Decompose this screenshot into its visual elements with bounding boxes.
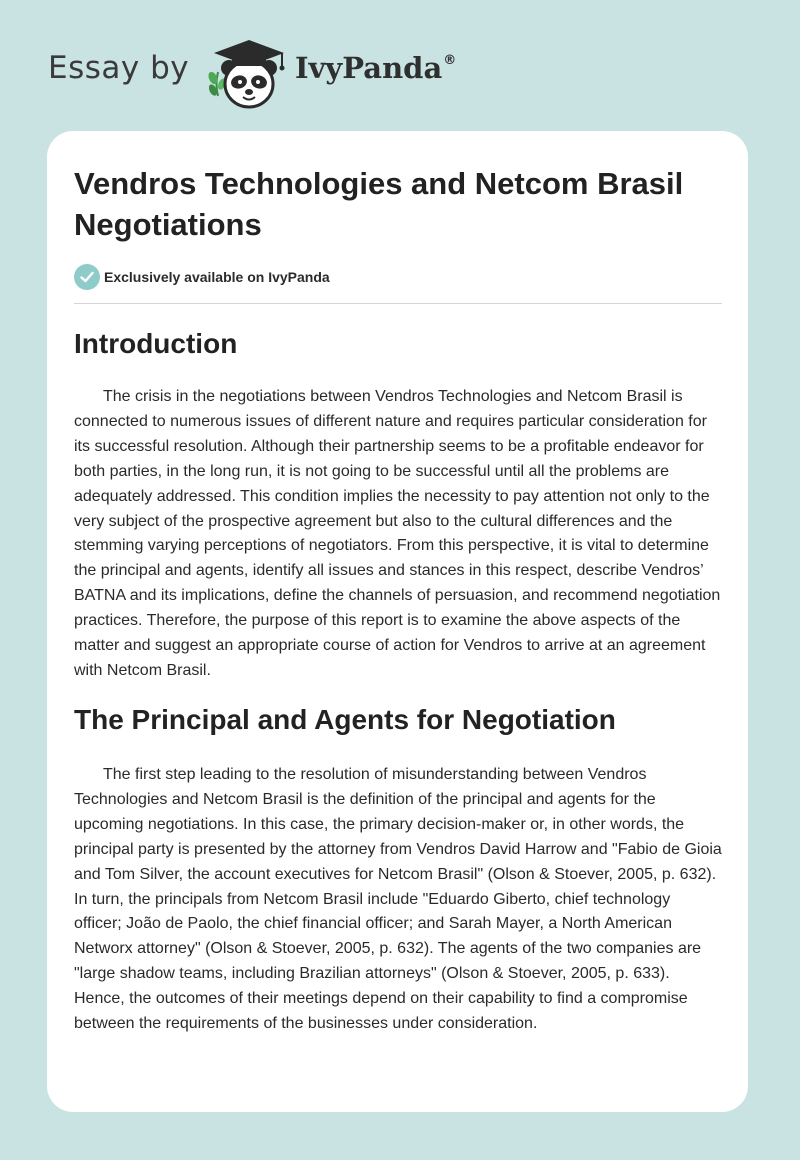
divider [74, 303, 722, 304]
section-paragraph-principal-agents: The first step leading to the resolution of misunderstanding between Vendros Technologies and Netcom Brasil is the definition of the principal and agents for the upcoming negotiations. In this case, the primary decision-maker or, in other words, the principal party is presented by the attorney from Vendros David Harrow and "Fabio de Gioia and Tom Silver, the account executives for Netcom Brasil" (Olson & Stoever, 2005, p. 632). In turn, the principals from Netcom Brasil include "Eduardo Giberto, chief technology officer; João de Paolo, the chief financial officer; and Sarah Mayer, a North American Networx attorney" (Olson & Stoever, 2005, p. 632). The agents of the two companies are "large shadow teams, including Brazilian attorneys" (Olson & Stoever, 2005, p. 633). Hence, the outcomes of their meetings depend on their capability to find a compromise between the requirements of the businesses under consideration. [74, 766, 722, 1033]
section-heading-principal-agents: The Principal and Agents for Negotiation [74, 704, 616, 735]
registered-mark: ® [443, 53, 457, 68]
brand-name-text: IvyPanda [295, 51, 443, 85]
page-title: Vendros Technologies and Netcom Brasil Negotiations [74, 166, 684, 242]
panda-graduate-icon[interactable] [202, 36, 292, 110]
section-heading-introduction: Introduction [74, 328, 238, 359]
brand-prefix: Essay by [48, 50, 190, 86]
brand-name[interactable] [295, 51, 456, 85]
exclusive-text: Exclusively available on IvyPanda [104, 269, 330, 285]
article-card [47, 131, 748, 1112]
check-circle-icon [74, 264, 100, 290]
site-header [48, 36, 468, 110]
section-paragraph-introduction: The crisis in the negotiations between Vendros Technologies and Netcom Brasil is connected to numerous issues of different nature and requires particular consideration for its successful resolution. Although their partnership seems to be a profitable endeavor for both parties, in the long run, it is not going to be successful until all the problems are adequately addressed. This condition implies the necessity to pay attention not only to the very subject of the prospective agreement but also to the cultural differences and the stemming varying perceptions of negotiators. From this perspective, it is vital to determine the principal and agents, identify all issues and stances in this respect, describe Vendros’ BATNA and its implications, define the channels of persuasion, and recommend negotiation practices. Therefore, the purpose of this report is to examine the above aspects of the matter and suggest an appropriate course of action for Vendros to arrive at an agreement with Netcom Brasil. [74, 388, 721, 679]
